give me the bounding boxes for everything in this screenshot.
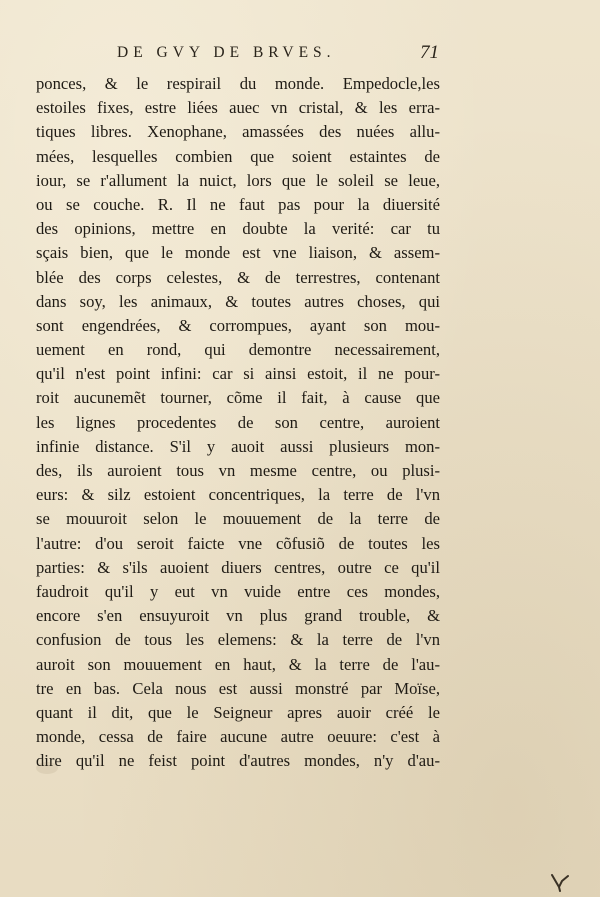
text-line: des, ils auroient tous vn mesme centre, ou plusi- xyxy=(36,461,440,480)
text-line: auroit son mouuement en haut, & la terre de l'au- xyxy=(36,654,440,674)
text-line: tiques libres. Xenophane, amassées des nuées allu- xyxy=(36,122,440,142)
text-line: des opinions, mettre en doubte la verité: car tu xyxy=(36,219,440,239)
text-line: tre en bas. Cela nous est aussi monstré par Moïse, xyxy=(36,678,440,698)
text-line: qu'il n'est point infini: car si ainsi estoit, il ne pour- xyxy=(36,364,440,384)
body-text xyxy=(36,72,440,773)
text-line: iour, se r'allument la nuict, lors que le soleil se leue, xyxy=(36,170,440,190)
corner-ink-mark-icon xyxy=(550,872,570,892)
text-line: confusion de tous les elemens: & la terre de l'vn xyxy=(36,630,440,650)
text-line: ou se couche. R. Il ne faut pas pour la diuersité xyxy=(36,194,440,214)
text-line: roit aucunemẽt tourner, cõme il fait, à cause que xyxy=(36,388,440,408)
text-line: mées, lesquelles combien que soient estaintes de xyxy=(36,146,440,166)
text-line: uement en rond, qui demontre necessairement, xyxy=(36,340,440,360)
text-line: l'autre: d'ou seroit faicte vne cõfusiõ de toutes les xyxy=(36,533,440,553)
text-line: les lignes procedentes de son centre, auroient xyxy=(36,412,440,432)
text-line: parties: & s'ils auoient diuers centres, outre ce qu'il xyxy=(36,557,440,577)
text-line: encore s'en ensuyuroit vn plus grand trouble, & xyxy=(36,606,440,626)
text-line: estoiles fixes, estre liées auec vn cristal, & les erra- xyxy=(36,98,440,118)
running-title: DE GVY DE BRVES. xyxy=(117,44,336,61)
ink-smudge xyxy=(36,762,58,774)
text-line: infinie distance. S'il y auoit aussi plusieurs mon- xyxy=(36,436,440,456)
text-line: faudroit qu'il y eut vn vuide entre ces mondes, xyxy=(36,581,440,601)
text-line: dire qu'il ne feist point d'autres mondes, n'y d'au- xyxy=(36,751,440,771)
text-line: sont engendrées, & corrompues, ayant son mou- xyxy=(36,315,440,335)
text-line: sçais bien, que le monde est vne liaison, & assem- xyxy=(36,243,440,263)
text-line: eurs: & silz estoient concentriques, la terre de l'vn xyxy=(36,485,440,505)
text-line: quant il dit, que le Seigneur apres auoir créé le xyxy=(36,702,440,722)
text-line: blée des corps celestes, & de terrestres, contenant xyxy=(36,267,440,287)
text-line: dans soy, les animaux, & toutes autres choses, qui xyxy=(36,291,440,311)
text-line: ponces, & le respirail du monde. Empedocle,les xyxy=(36,74,440,93)
text-line: monde, cessa de faire aucune autre oeuure: c'est à xyxy=(36,727,440,747)
text-line: se mouuroit selon le mouuement de la terre de xyxy=(36,509,440,529)
page-number: 71 xyxy=(420,42,439,63)
